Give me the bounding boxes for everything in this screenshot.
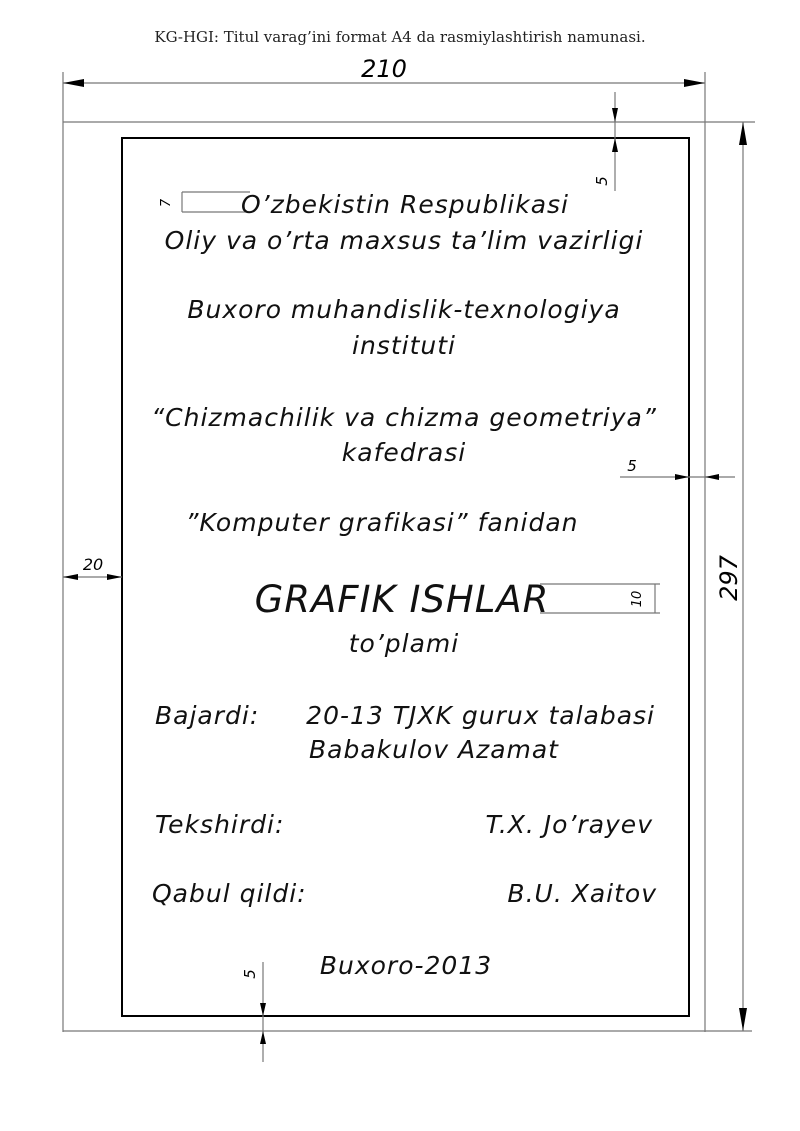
accepted-label: Qabul qildi:	[152, 879, 307, 908]
ministry-line: Oliy va o’rta maxsus ta’lim vazirligi	[164, 226, 644, 255]
width-dimension-label: 210	[361, 55, 407, 83]
work-title: GRAFIK ISHLAR	[254, 578, 550, 621]
bottom-margin-label: 5	[241, 969, 259, 979]
bottom-margin-dimension	[241, 962, 266, 1062]
work-subtitle: to’plami	[348, 629, 460, 658]
department-line-1: “Chizmachilik va chizma geometriya”	[151, 403, 657, 432]
performed-label: Bajardi:	[155, 701, 260, 730]
font-height-small-label: 7	[159, 198, 174, 208]
right-margin-label: 5	[627, 457, 637, 475]
institute-line-2: instituti	[352, 331, 456, 360]
left-margin-dimension	[63, 555, 122, 580]
city-year: Buxoro-2013	[319, 951, 493, 980]
width-dimension	[63, 55, 705, 87]
font-height-small-marker	[159, 192, 250, 212]
figure-caption: KG-HGI: Titul varag’ini format A4 da rasmiylashtirish namunasi.	[154, 28, 646, 46]
checked-label: Tekshirdi:	[155, 810, 285, 839]
department-line-2: kafedrasi	[341, 438, 467, 467]
performed-group: 20-13 TJXK gurux talabasi	[306, 701, 655, 730]
performed-name: Babakulov Azamat	[309, 735, 559, 764]
country-line: O’zbekistin Respublikasi	[240, 190, 570, 219]
title-sheet-text	[151, 190, 657, 980]
checked-name: T.X. Jo’rayev	[485, 810, 653, 839]
left-margin-label: 20	[82, 555, 104, 574]
accepted-name: B.U. Xaitov	[507, 879, 657, 908]
top-margin-dimension	[593, 92, 618, 191]
top-margin-label: 5	[593, 176, 611, 186]
subject-line: ”Komputer grafikasi” fanidan	[185, 508, 579, 537]
right-margin-dimension	[620, 457, 735, 480]
font-height-large-label: 10	[630, 590, 645, 608]
height-dimension	[715, 122, 747, 1031]
font-height-large-marker	[540, 584, 660, 613]
height-dimension-label: 297	[715, 555, 743, 601]
institute-line-1: Buxoro muhandislik-texnologiya	[187, 295, 621, 324]
